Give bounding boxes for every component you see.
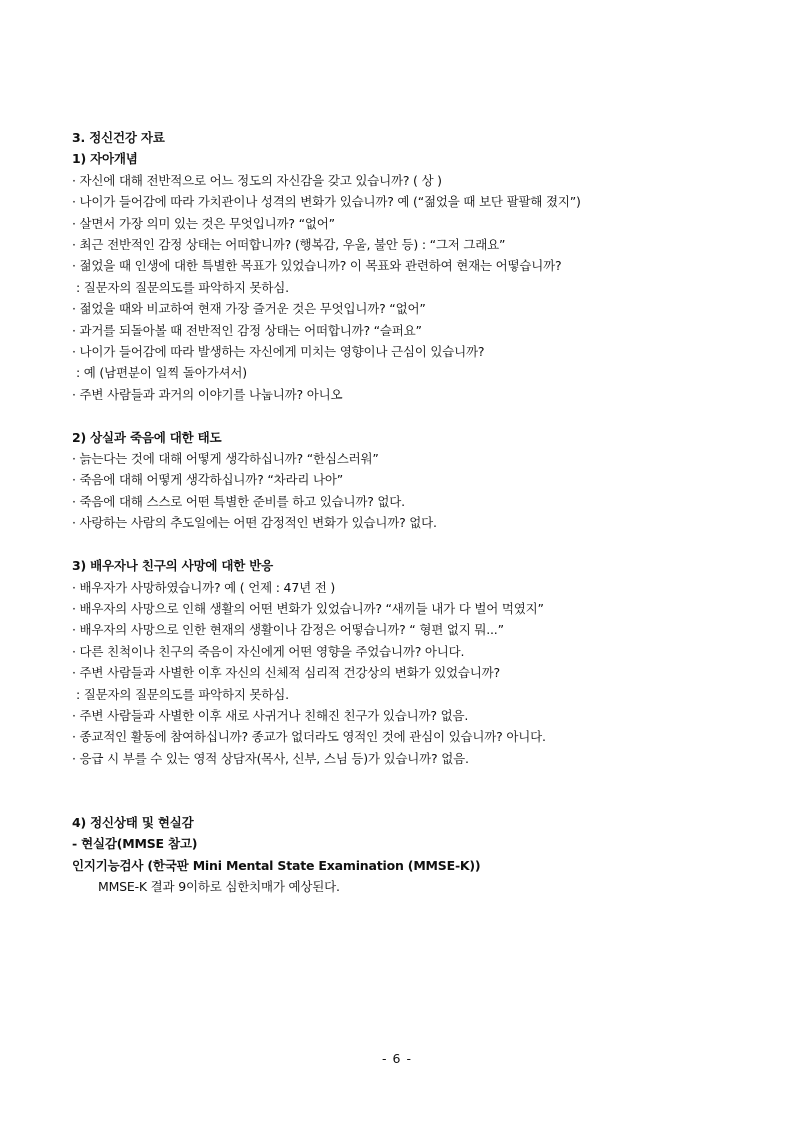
- list-item: · 다른 친척이나 친구의 죽음이 자신에게 어떤 영향을 주었습니까? 아니다.: [72, 643, 465, 659]
- mental-status-heading: 4) 정신상태 및 현실감: [72, 814, 194, 830]
- list-item: : 예 (남편분이 일찍 돌아가셔서): [76, 365, 247, 381]
- list-item: · 과거를 되돌아볼 때 전반적인 감정 상태는 어떠합니까? “슬퍼요”: [72, 322, 422, 338]
- loss-death-list: [72, 448, 732, 534]
- list-item: · 배우자가 사망하였습니까? 예 ( 언제 : 47년 전 ): [72, 579, 336, 595]
- self-concept-heading: 1) 자아개념: [72, 151, 138, 167]
- bereavement-list: [72, 577, 732, 770]
- mmse-result: MMSE-K 결과 9이하로 심한치매가 예상된다.: [98, 879, 340, 895]
- list-item: · 나이가 들어감에 따라 가치관이나 성격의 변화가 있습니까? 예 (“젊었을 때 보단 팔팔해 졌지”): [72, 194, 581, 210]
- list-item: · 종교적인 활동에 참여하십니까? 종교가 없더라도 영적인 것에 관심이 있습니까? 아니다.: [72, 729, 546, 745]
- list-item: · 죽음에 대해 어떻게 생각하십니까? “차라리 나아”: [72, 472, 344, 488]
- page-number: - 6 -: [382, 1051, 412, 1066]
- list-item: · 젊었을 때 인생에 대한 특별한 목표가 있었습니까? 이 목표와 관련하여 현재는 어떻습니까?: [72, 258, 562, 274]
- self-concept-list: [72, 170, 732, 405]
- list-item: · 자신에 대해 전반적으로 어느 정도의 자신감을 갖고 있습니까? ( 상 ): [72, 172, 442, 188]
- list-item: · 살면서 가장 의미 있는 것은 무엇입니까? “없어”: [72, 215, 335, 231]
- list-item: · 주변 사람들과 과거의 이야기를 나눕니까? 아니오: [72, 386, 343, 402]
- spacer: [72, 769, 732, 790]
- list-item: · 배우자의 사망으로 인해 생활의 어떤 변화가 있었습니까? “새끼들 내가 다 벌어 먹였지”: [72, 600, 544, 616]
- bereavement-heading: 3) 배우자나 친구의 사망에 대한 반응: [72, 558, 274, 574]
- list-item: : 질문자의 질문의도를 파악하지 못하심.: [76, 279, 289, 295]
- list-item: : 질문자의 질문의도를 파악하지 못하심.: [76, 686, 289, 702]
- cognitive-test-title: 인지기능검사 (한국판 Mini Mental State Examination (MMSE-K)): [72, 857, 481, 873]
- list-item: · 최근 전반적인 감정 상태는 어떠합니까? (행복감, 우울, 불안 등) : “그저 그래요”: [72, 237, 506, 253]
- list-item: · 배우자의 사망으로 인한 현재의 생활이나 감정은 어떻습니까? “ 형편 없지 뭐...”: [72, 622, 504, 638]
- list-item: · 죽음에 대해 스스로 어떤 특별한 준비를 하고 있습니까? 없다.: [72, 493, 405, 509]
- list-item: · 젊었을 때와 비교하여 현재 가장 즐거운 것은 무엇입니까? “없어”: [72, 301, 426, 317]
- reality-sub-heading: - 현실감(MMSE 참고): [72, 836, 198, 852]
- list-item: · 늙는다는 것에 대해 어떻게 생각하십니까? “한심스러워”: [72, 451, 379, 467]
- loss-death-heading: 2) 상실과 죽음에 대한 태도: [72, 429, 222, 445]
- spacer: [72, 791, 732, 812]
- list-item: · 주변 사람들과 사별한 이후 자신의 신체적 심리적 건강상의 변화가 있었습니까?: [72, 665, 500, 681]
- list-item: · 나이가 들어감에 따라 발생하는 자신에게 미치는 영향이나 근심이 있습니까?: [72, 344, 485, 360]
- spacer: [72, 405, 732, 426]
- list-item: · 응급 시 부를 수 있는 영적 상담자(목사, 신부, 스님 등)가 있습니까? 없음.: [72, 750, 469, 766]
- list-item: · 주변 사람들과 사별한 이후 새로 사귀거나 친해진 친구가 있습니까? 없음.: [72, 707, 469, 723]
- page-content: [72, 127, 732, 898]
- list-item: · 사랑하는 사람의 추도일에는 어떤 감정적인 변화가 있습니까? 없다.: [72, 515, 437, 531]
- spacer: [72, 534, 732, 555]
- section-title: 3. 정신건강 자료: [72, 130, 165, 145]
